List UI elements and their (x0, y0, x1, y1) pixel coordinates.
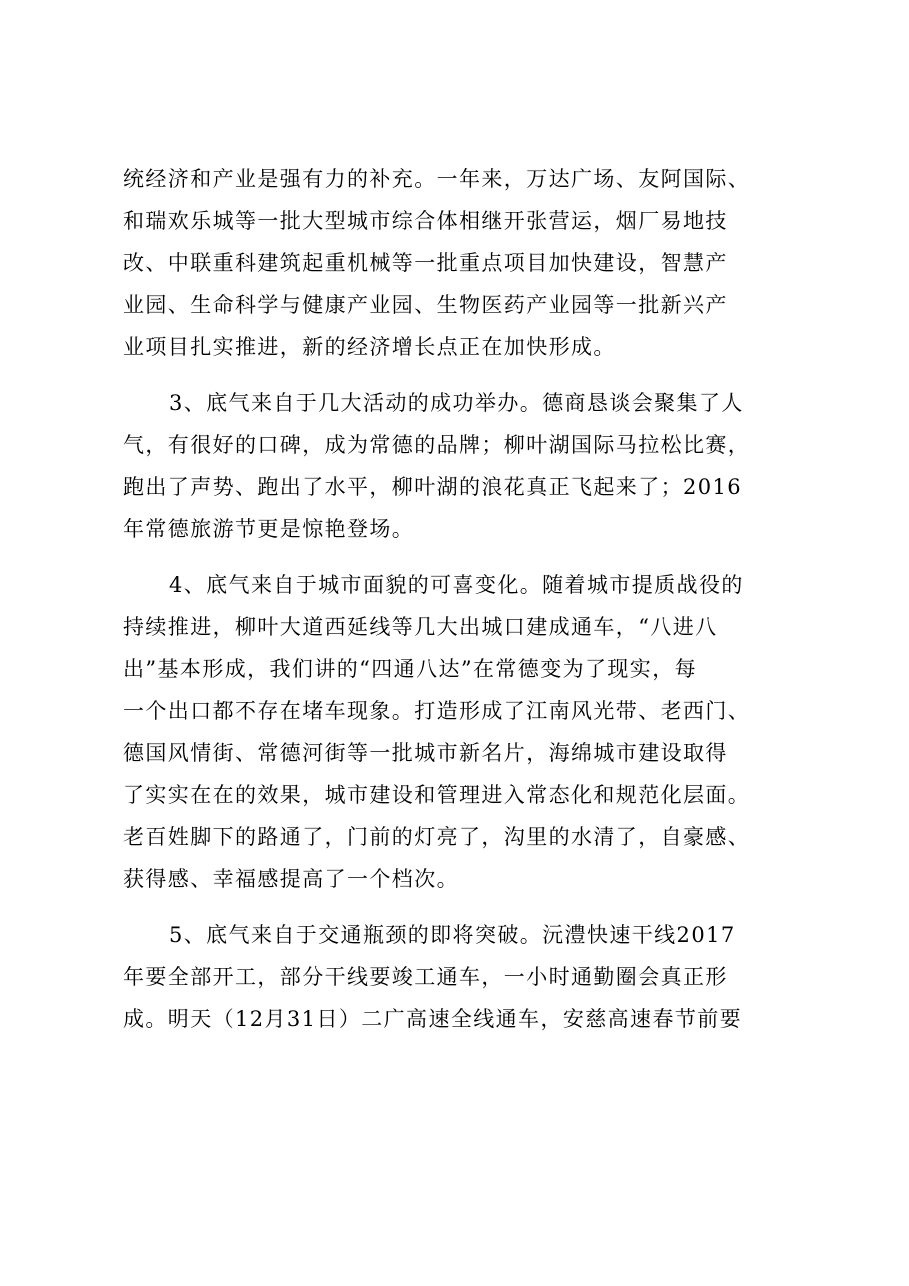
text-line: 改、中联重科建筑起重机械等一批重点项目加快建设，智慧产 (123, 251, 728, 275)
text-line: 气，有很好的口碑，成为常德的品牌；柳叶湖国际马拉松比赛， (123, 433, 751, 457)
paragraph-gap (123, 368, 803, 382)
text-line: 获得感、幸福感提高了一个档次。 (123, 867, 459, 891)
text-line: 和瑞欢乐城等一批大型城市综合体相继开张营运，烟厂易地技 (123, 209, 728, 233)
paragraph-gap (123, 900, 803, 914)
text-line: 年要全部开工，部分干线要竣工通车，一小时通勤圈会真正形 (123, 965, 728, 989)
text-line: 了实实在在的效果，城市建设和管理进入常态化和规范化层面。 (123, 783, 751, 807)
text-line: 老百姓脚下的路通了，门前的灯亮了，沟里的水清了，自豪感、 (123, 825, 751, 849)
text-line: 业园、生命科学与健康产业园、生物医药产业园等一批新兴产 (123, 293, 728, 317)
text-line: 一个出口都不存在堵车现象。打造形成了江南风光带、老西门、 (123, 699, 751, 723)
document-body (123, 158, 803, 1040)
text-line: 3、底气来自于几大活动的成功举办。德商恳谈会聚集了人 (169, 391, 744, 415)
text-line: 出”基本形成，我们讲的“四通八达”在常德变为了现实，每 (123, 657, 698, 681)
text-line: 德国风情街、常德河街等一批城市新名片，海绵城市建设取得 (123, 741, 728, 765)
text-line: 持续推进，柳叶大道西延线等几大出城口建成通车，“八进八 (123, 615, 718, 639)
text-line: 统经济和产业是强有力的补充。一年来，万达广场、友阿国际、 (123, 167, 751, 191)
text-line: 成。明天（12月31日）二广高速全线通车，安慈高速春节前要 (123, 1007, 743, 1031)
text-line: 5、底气来自于交通瓶颈的即将突破。沅澧快速干线2017 (169, 923, 736, 947)
text-line: 年常德旅游节更是惊艳登场。 (123, 517, 415, 541)
text-line: 4、底气来自于城市面貌的可喜变化。随着城市提质战役的 (169, 573, 744, 597)
text-line: 跑出了声势、跑出了水平，柳叶湖的浪花真正飞起来了；2016 (123, 475, 743, 499)
text-line: 业项目扎实推进，新的经济增长点正在加快形成。 (123, 335, 616, 359)
paragraph-gap (123, 550, 803, 564)
